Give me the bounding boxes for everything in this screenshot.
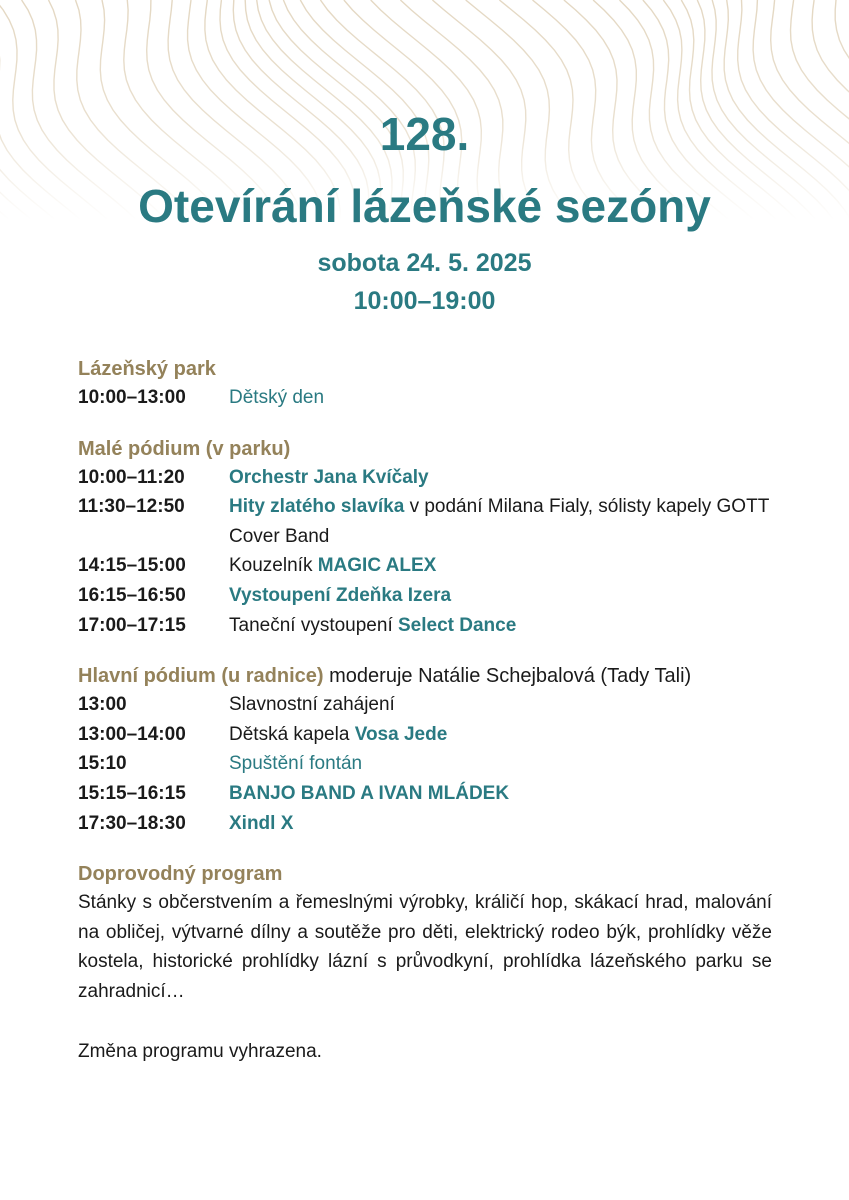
program-desc: v podání Milana Fialy, sólisty kapely GOTT Cover Band: [229, 496, 769, 547]
program-row: [78, 690, 772, 720]
page-title: Otevírání lázeňské sezóny: [138, 180, 711, 232]
program-row: [78, 463, 772, 493]
program-row: [78, 611, 772, 641]
performer-name: Orchestr Jana Kvíčaly: [229, 466, 429, 488]
program-row: [78, 749, 772, 779]
section-main-stage: [78, 662, 772, 838]
section-park: [78, 355, 772, 413]
performer-name: BANJO BAND A IVAN MLÁDEK: [229, 782, 510, 804]
program-time: 13:00: [78, 694, 127, 716]
program-desc: Slavnostní zahájení: [229, 694, 395, 716]
section-accompanying: [78, 860, 772, 1006]
program-row: [78, 551, 772, 581]
section-subheading: moderuje Natálie Schejbalová (Tady Tali): [323, 665, 692, 688]
edition-number: 128.: [379, 108, 470, 160]
performer-name: Vosa Jede: [354, 723, 448, 745]
program-time: 15:10: [78, 753, 127, 775]
program-row: [78, 809, 772, 839]
section-small-stage: [78, 435, 772, 641]
program-time: 15:15–16:15: [78, 782, 186, 804]
event-date: sobota 24. 5. 2025: [317, 249, 532, 277]
section-heading: Doprovodný program: [78, 863, 283, 886]
program-time: 11:30–12:50: [78, 496, 185, 518]
performer-name: Hity zlatého slavíka: [229, 496, 405, 518]
performer-name: Select Dance: [398, 614, 517, 636]
section-heading-row: [78, 662, 772, 690]
program-row: [78, 581, 772, 611]
program-time: 17:30–18:30: [78, 812, 186, 834]
program-desc: Spuštění fontán: [229, 753, 363, 775]
program-row: [78, 492, 772, 551]
event-hours: 10:00–19:00: [353, 287, 496, 315]
program-content: [78, 355, 772, 1066]
program-time: 16:15–16:50: [78, 584, 186, 606]
program-desc: Kouzelník: [229, 555, 318, 577]
accompanying-program-text: Stánky s občerstvením a řemeslnými výrobky, králičí hop, skákací hrad, malování na obličej, výtvarné dílny a soutěže pro děti, elektrický rodeo býk, prohlídky věže kostela, historické prohlídky lázní s průvodkyní, prohlídka lázeňského parku se zahradnicí…: [78, 892, 772, 1002]
performer-name: MAGIC ALEX: [317, 555, 437, 577]
program-row: [78, 720, 772, 750]
program-row: [78, 779, 772, 809]
program-time: 17:00–17:15: [78, 614, 186, 636]
section-heading: Lázeňský park: [78, 358, 216, 380]
program-time: 14:15–15:00: [78, 555, 186, 577]
program-desc: Taneční vystoupení: [229, 614, 398, 636]
program-time: 10:00–11:20: [78, 466, 185, 488]
section-heading: Hlavní pódium (u radnice): [78, 665, 324, 688]
section-heading: Malé pódium (v parku): [78, 437, 291, 460]
performer-name: Vystoupení Zdeňka Izera: [229, 584, 452, 606]
program-change-note: Změna programu vyhrazena.: [78, 1040, 322, 1062]
performer-name: Xindl X: [229, 812, 294, 834]
program-desc: Dětská kapela: [229, 723, 355, 745]
program-time: 10:00–13:00: [78, 387, 186, 408]
program-row: [78, 383, 772, 413]
program-desc: Dětský den: [229, 387, 325, 408]
program-time: 13:00–14:00: [78, 723, 186, 745]
